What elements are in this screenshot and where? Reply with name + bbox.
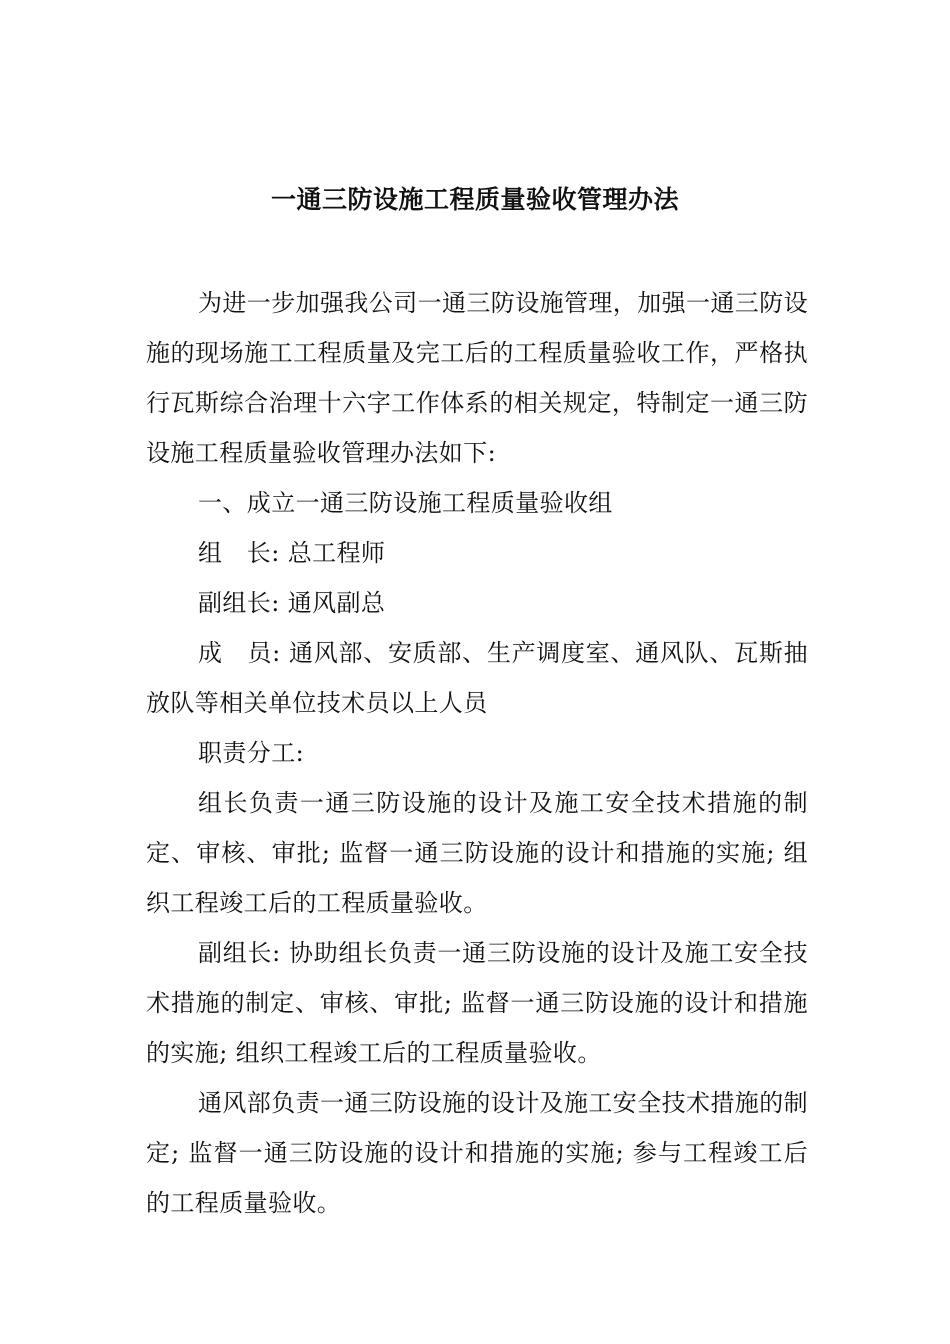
document-title: 一通三防设施工程质量验收管理办法: [270, 185, 679, 214]
members-line: 成 员: 通风部、安质部、生产调度室、通风队、瓦斯抽放队等相关单位技术员以上人员: [146, 639, 808, 717]
deputy-duty-paragraph: 副组长: 协助组长负责一通三防设施的设计及施工安全技术措施的制定、审核、审批; 监督一通三防设施的设计和措施的实施; 组织工程竣工后的工程质量验收。: [146, 939, 808, 1067]
leader-duty-paragraph: 组长负责一通三防设施的设计及施工安全技术措施的制定、审核、审批; 监督一通三防设施的设计和措施的实施; 组织工程竣工后的工程质量验收。: [146, 789, 808, 917]
document-body: [146, 278, 808, 1228]
duties-heading: 职责分工:: [198, 739, 305, 767]
group-leader-line: 组 长: 总工程师: [198, 539, 386, 567]
section-heading-1: 一、成立一通三防设施工程质量验收组: [198, 489, 613, 517]
deputy-leader-line: 副组长: 通风副总: [198, 589, 386, 617]
paragraph-intro: 为进一步加强我公司一通三防设施管理，加强一通三防设施的现场施工工程质量及完工后的工程质量验收工作，严格执行瓦斯综合治理十六字工作体系的相关规定，特制定一通三防设施工程质量验收管理办法如下:: [146, 289, 808, 467]
ventilation-dept-duty-paragraph: 通风部负责一通三防设施的设计及施工安全技术措施的制定; 监督一通三防设施的设计和措施的实施; 参与工程竣工后的工程质量验收。: [146, 1089, 808, 1217]
